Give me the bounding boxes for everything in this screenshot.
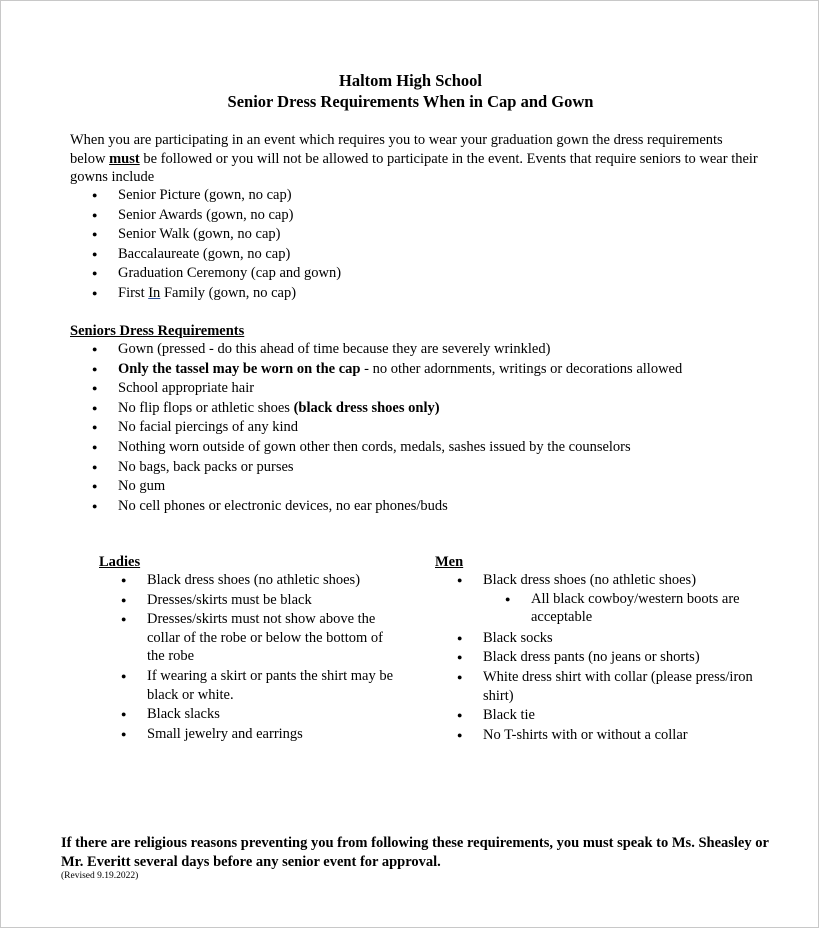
list-item: ● Black tie [435,706,755,726]
ladies-heading: Ladies [99,554,141,570]
event-text-pre: First [118,284,149,301]
list-item: ● White dress shirt with collar (please press/iron shirt) [435,668,755,706]
list-item: ● Gown (pressed - do this ahead of time because they are severely wrinkled) [70,340,790,360]
list-item: ● Black socks [435,629,755,649]
list-item: ● No cell phones or electronic devices, no ear phones/buds [70,497,790,517]
sublist-item: ● All black cowboy/western boots are acceptable [483,590,755,628]
list-item: ● Senior Awards (gown, no cap) [70,206,770,226]
list-item: ● Small jewelry and earrings [99,725,399,745]
list-item: ● No gum [70,477,790,497]
events-list [70,186,770,304]
list-item [70,360,790,380]
list-item [70,284,770,304]
requirements-heading: Seniors Dress Requirements [70,323,245,339]
closing-note: If there are religious reasons preventing you from following these requirements, you must speak to Ms. Sheasley or Mr. Everitt several days before any senior event for approval. [61,835,769,870]
event-text-underlined: In [148,284,161,301]
intro-emphasis: must [109,150,140,167]
document-title [1,70,819,112]
tassel-rule-text: - no other adornments, writings or decorations allowed [360,360,683,377]
list-item: ● Dresses/skirts must be black [99,591,399,611]
event-text-post: Family (gown, no cap) [160,284,297,301]
list-item: ● Senior Walk (gown, no cap) [70,225,770,245]
list-item: ● If wearing a skirt or pants the shirt may be black or white. [99,667,399,705]
list-item: ● Graduation Ceremony (cap and gown) [70,264,770,284]
list-item [435,571,755,629]
list-item [70,399,790,419]
list-item: ● Baccalaureate (gown, no cap) [70,245,770,265]
list-item: ● Black dress shoes (no athletic shoes) [99,571,399,591]
document-subtitle: Senior Dress Requirements When in Cap and Gown [227,92,594,111]
intro-paragraph [70,131,760,187]
list-item: ● No T-shirts with or without a collar [435,726,755,746]
revision-date: (Revised 9.19.2022) [61,871,139,881]
list-item: ● Dresses/skirts must not show above the collar of the robe or below the bottom of the robe [99,610,399,667]
men-list [435,571,755,745]
requirements-list [70,340,790,516]
list-item: ● Nothing worn outside of gown other then cords, medals, sashes issued by the counselors [70,438,790,458]
list-item: ● Black slacks [99,705,399,725]
list-item: ● Black dress pants (no jeans or shorts) [435,648,755,668]
shoes-rule-bold: (black dress shoes only) [293,399,440,416]
list-item: ● School appropriate hair [70,379,790,399]
list-item: ● No bags, back packs or purses [70,458,790,478]
intro-text-1: When you are participating in an event which requires you to wear your graduation gown the dress requirements below [70,132,723,167]
men-sublist [483,590,755,628]
men-item-text: Black dress shoes (no athletic shoes) [483,572,697,588]
list-item: ● No facial piercings of any kind [70,418,790,438]
ladies-list [99,571,399,744]
school-name: Haltom High School [338,71,482,90]
shoes-rule-text: No flip flops or athletic shoes [118,399,294,416]
intro-text-2: be followed or you will not be allowed to participate in the event. Events that require seniors to wear their gowns include [70,150,758,185]
tassel-rule-bold: Only the tassel may be worn on the cap [118,360,361,377]
men-heading: Men [435,554,464,570]
list-item: ● Senior Picture (gown, no cap) [70,186,770,206]
